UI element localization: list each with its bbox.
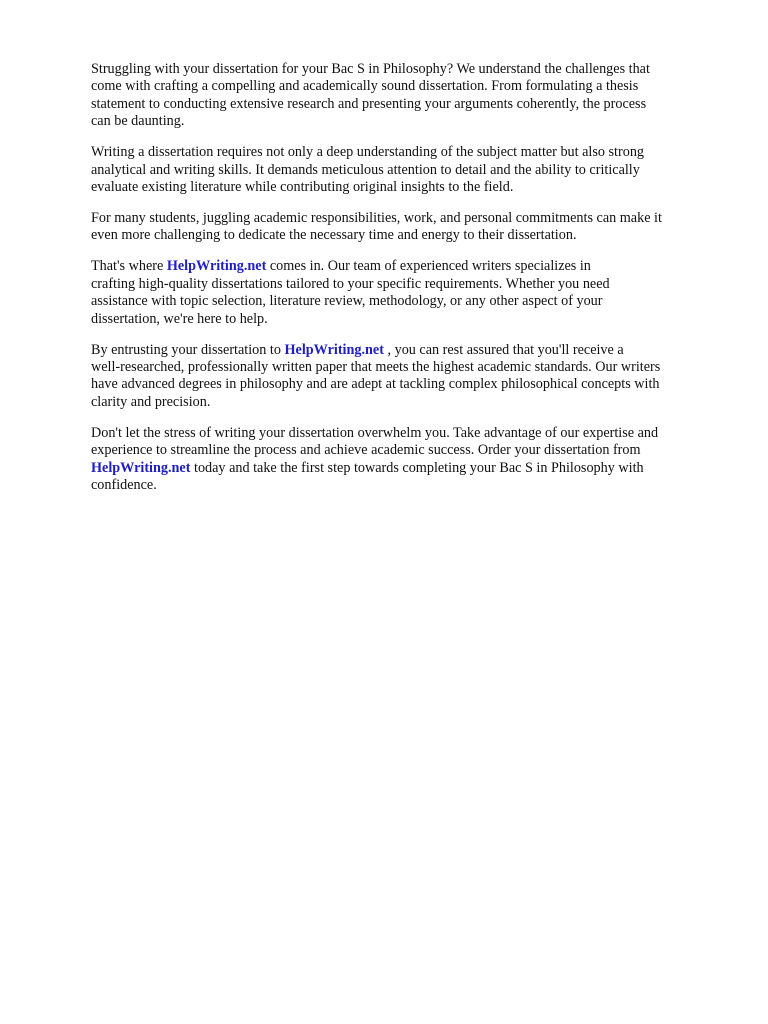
paragraph-intro: Struggling with your dissertation for your Bac S in Philosophy? We understand the challenges that come with crafting a compelling and academically sound dissertation. From formulating a thesis statement to conducting extensive research and presenting your arguments coherently, the process can be daunting. xyxy=(91,61,650,130)
paragraph-service-rest: comes in. Our team of experienced writers specializes in crafting high-quality dissertations tailored to your specific requirements. Whether you need assistance with topic selection, literature review, methodology, or any other aspect of your dissertation, we're here to help. xyxy=(91,258,610,327)
paragraph-cta-lead: Don't let the stress of writing your dissertation overwhelm you. Take advantage of our expertise and experience to streamline the process and achieve academic success. Order your dissertation from xyxy=(91,424,659,459)
paragraph-quality-lead: By entrusting your dissertation to xyxy=(91,341,285,358)
paragraph-service-lead: That's where xyxy=(91,258,167,275)
paragraph-cta-rest: today and take the first step towards completing your Bac S in Philosophy with confidence. xyxy=(91,459,644,494)
document-body xyxy=(91,61,717,508)
helpwriting-link[interactable]: HelpWriting.net xyxy=(166,258,267,275)
paragraph-challenges: For many students, juggling academic responsibilities, work, and personal commitments can make it even more challenging to dedicate the necessary time and energy to their dissertation. xyxy=(91,210,662,244)
paragraph-requirements: Writing a dissertation requires not only a deep understanding of the subject matter but also strong analytical and writing skills. It demands meticulous attention to detail and the ability to critically evaluate existing literature while contributing original insights to the field. xyxy=(91,144,645,196)
paragraph-quality-rest: , you can rest assured that you'll receive a well-researched, professionally written paper that meets the highest academic standards. Our writers have advanced degrees in philosophy and are adept at tackling complex philosophical concepts with clarity and precision. xyxy=(91,341,661,410)
helpwriting-link[interactable]: HelpWriting.net xyxy=(91,459,191,476)
helpwriting-link[interactable]: HelpWriting.net xyxy=(284,341,384,358)
paragraph-quality xyxy=(91,342,717,412)
paragraph-service xyxy=(91,258,717,328)
paragraph-call-to-action xyxy=(91,425,717,495)
